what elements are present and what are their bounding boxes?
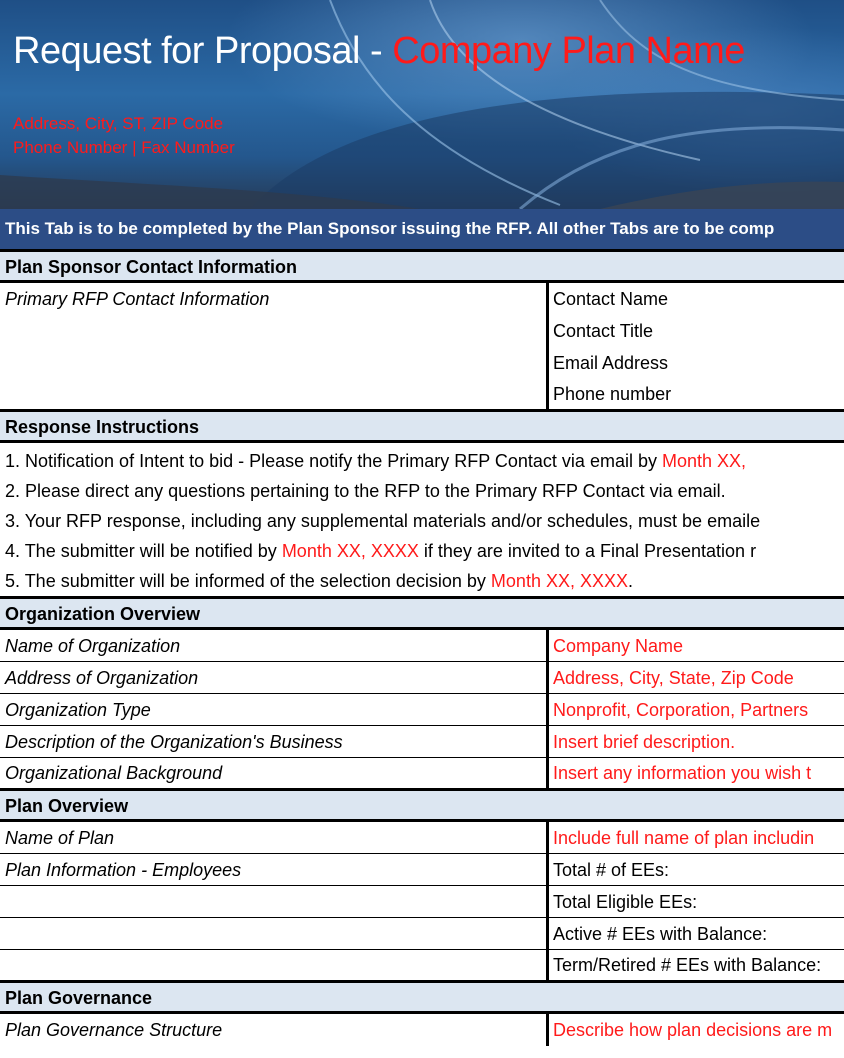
org-row (0, 662, 844, 694)
org-description-label: Description of the Organization's Business (5, 732, 343, 752)
title-main: Request for Proposal - (13, 30, 393, 72)
plan-row (0, 950, 844, 980)
eligible-ees-cell[interactable]: Total Eligible EEs: (546, 886, 844, 918)
org-background-label: Organizational Background (5, 763, 223, 783)
page-title (13, 30, 745, 73)
header-address: Address, City, ST, ZIP Code (13, 114, 224, 133)
org-type-label: Organization Type (5, 700, 151, 720)
contact-row (0, 379, 844, 409)
org-row (0, 694, 844, 726)
org-name-cell[interactable]: Company Name (546, 630, 844, 662)
instruction-item: 4. The submitter will be notified by Month XX, XXXX if they are invited to a Final Presentation r (5, 541, 757, 561)
plan-row (0, 854, 844, 886)
org-background-cell[interactable]: Insert any information you wish t (546, 758, 844, 788)
plan-name-cell[interactable]: Include full name of plan includin (546, 822, 844, 854)
contact-row (0, 283, 844, 315)
governance-cell[interactable]: Describe how plan decisions are m (546, 1014, 844, 1046)
contact-phone-cell[interactable]: Phone number (546, 379, 844, 409)
section-header-governance: Plan Governance (0, 980, 844, 1014)
term-retired-ees-cell[interactable]: Term/Retired # EEs with Balance: (546, 950, 844, 980)
rfp-sheet (0, 249, 844, 1046)
instruction-item: 5. The submitter will be informed of the selection decision by Month XX, XXXX. (5, 571, 634, 591)
org-row (0, 630, 844, 662)
org-row (0, 726, 844, 758)
instruction-banner: This Tab is to be completed by the Plan Sponsor issuing the RFP. All other Tabs are to be comp (0, 209, 844, 249)
org-address-cell[interactable]: Address, City, State, Zip Code (546, 662, 844, 694)
active-ees-cell[interactable]: Active # EEs with Balance: (546, 918, 844, 950)
instruction-item: 1. Notification of Intent to bid - Please notify the Primary RFP Contact via email by Month XX, (5, 451, 747, 471)
contact-row (0, 347, 844, 379)
header-banner-image (0, 0, 844, 209)
governance-row (0, 1014, 844, 1046)
header-phone: Phone Number | Fax Number (13, 138, 235, 157)
section-header-contact: Plan Sponsor Contact Information (0, 249, 844, 283)
org-description-cell[interactable]: Insert brief description. (546, 726, 844, 758)
contact-email-cell[interactable]: Email Address (546, 347, 844, 379)
plan-row (0, 918, 844, 950)
section-header-organization: Organization Overview (0, 596, 844, 630)
total-ees-cell[interactable]: Total # of EEs: (546, 854, 844, 886)
org-name-label: Name of Organization (5, 636, 181, 656)
contact-row (0, 315, 844, 347)
plan-row (0, 886, 844, 918)
section-header-instructions: Response Instructions (0, 409, 844, 443)
instruction-item: 2. Please direct any questions pertaining to the RFP to the Primary RFP Contact via email. (5, 481, 726, 501)
plan-name-label: Name of Plan (5, 828, 115, 848)
org-type-cell[interactable]: Nonprofit, Corporation, Partners (546, 694, 844, 726)
governance-label: Plan Governance Structure (5, 1020, 223, 1040)
section-header-plan: Plan Overview (0, 788, 844, 822)
contact-title-cell[interactable]: Contact Title (546, 315, 844, 347)
plan-employees-label: Plan Information - Employees (5, 860, 242, 880)
contact-label: Primary RFP Contact Information (5, 289, 270, 309)
title-plan-name: Company Plan Name (392, 30, 745, 72)
instruction-item: 3. Your RFP response, including any supplemental materials and/or schedules, must be emaile (5, 511, 761, 531)
contact-name-cell[interactable]: Contact Name (546, 283, 844, 315)
org-row (0, 758, 844, 788)
org-address-label: Address of Organization (5, 668, 199, 688)
plan-row (0, 822, 844, 854)
